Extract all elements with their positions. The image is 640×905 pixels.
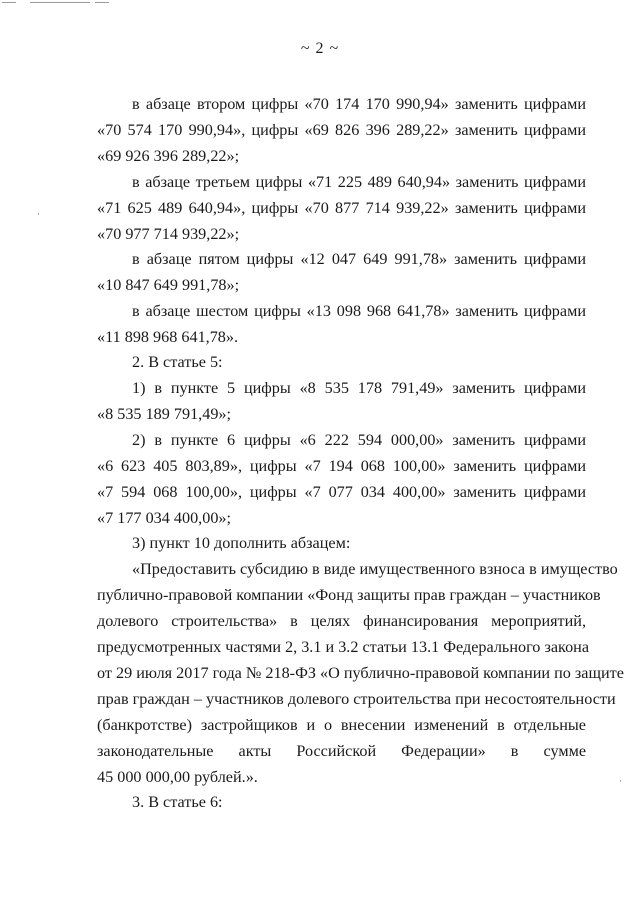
text-line: «6 623 405 803,89», цифры «7 194 068 100,00» заменить цифрами bbox=[97, 457, 586, 475]
text-line: 1) в пункте 5 цифры «8 535 178 791,49» заменить цифрами bbox=[132, 379, 586, 397]
text-line: в абзаце шестом цифры «13 098 968 641,78» заменить цифрами bbox=[132, 302, 586, 320]
text-line: долевого строительства» в целях финансирования мероприятий, bbox=[97, 612, 586, 630]
text-line: в абзаце третьем цифры «71 225 489 640,94» заменить цифрами bbox=[132, 173, 586, 191]
text-line: «71 625 489 640,94», цифры «70 877 714 939,22» заменить цифрами bbox=[97, 199, 586, 217]
text-line: «11 898 968 641,78». bbox=[97, 328, 239, 346]
text-line: «8 535 189 791,49»; bbox=[97, 405, 231, 423]
text-line: «7 177 034 400,00»; bbox=[97, 509, 231, 527]
text-line: 45 000 000,00 рублей.». bbox=[97, 768, 258, 786]
text-line: «Предоставить субсидию в виде имущественного взноса в имущество bbox=[132, 560, 618, 578]
text-line: в абзаце пятом цифры «12 047 649 991,78» заменить цифрами bbox=[132, 250, 586, 268]
section-heading: 3. В статье 6: bbox=[132, 793, 223, 811]
text-line: 3) пункт 10 дополнить абзацем: bbox=[132, 534, 351, 552]
scan-artifact-mark bbox=[0, 0, 120, 8]
page-number: ~ 2 ~ bbox=[300, 40, 340, 57]
text-line: «70 977 714 939,22»; bbox=[97, 225, 240, 243]
text-line: прав граждан – участников долевого строительства при несостоятельности bbox=[97, 690, 616, 708]
text-line: предусмотренных частями 2, 3.1 и 3.2 статьи 13.1 Федерального закона bbox=[97, 638, 590, 656]
text-line: 2) в пункте 6 цифры «6 222 594 000,00» заменить цифрами bbox=[132, 431, 586, 449]
section-heading: 2. В статье 5: bbox=[132, 353, 223, 371]
text-line: публично-правовой компании «Фонд защиты прав граждан – участников bbox=[97, 586, 601, 604]
text-line: от 29 июля 2017 года № 218-ФЗ «О публично-правовой компании по защите bbox=[97, 664, 624, 682]
text-line: в абзаце втором цифры «70 174 170 990,94» заменить цифрами bbox=[132, 95, 586, 113]
text-line: «10 847 649 991,78»; bbox=[97, 276, 240, 294]
scan-artifact-tick bbox=[38, 213, 39, 215]
text-line: законодательные акты Российской Федерации» в сумме bbox=[97, 742, 586, 760]
scan-artifact-tick bbox=[620, 780, 621, 782]
text-line: (банкротстве) застройщиков и о внесении изменений в отдельные bbox=[97, 716, 586, 734]
text-line: «70 574 170 990,94», цифры «69 826 396 289,22» заменить цифрами bbox=[97, 121, 586, 139]
text-line: «69 926 396 289,22»; bbox=[97, 147, 240, 165]
text-line: «7 594 068 100,00», цифры «7 077 034 400,00» заменить цифрами bbox=[97, 483, 586, 501]
